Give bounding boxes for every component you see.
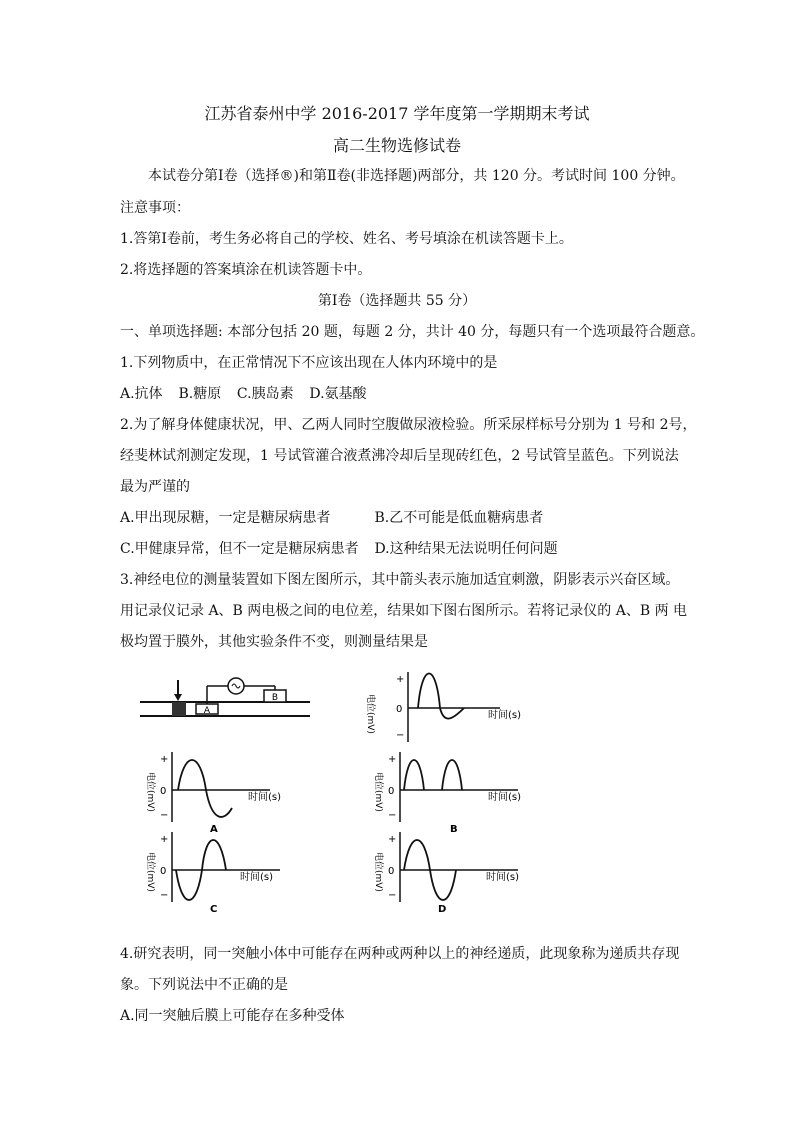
zero-label: 0 [388,866,395,877]
question-2-stem: 最为严谨的 [120,479,190,495]
part1-title: 第Ⅰ卷（选择题共 55 分） [317,293,477,309]
option: C.甲健康异常，但不一定是糖尿病患者 [120,541,359,557]
option: B.糖原 [178,386,222,402]
zero-label: 0 [396,704,403,715]
x-axis-label: 时间(s) [488,710,522,721]
section1-heading: 一、单项选择题: 本部分包括 20 题，每题 2 分，共计 40 分，每题只有一个选项最符合题意。 [120,324,705,340]
electrode-a-label: A [203,706,211,716]
option: A.甲出现尿糖，一定是糖尿病患者 [120,510,331,526]
plus-sign: + [396,674,405,685]
x-axis-label: 时间(s) [488,792,522,803]
y-axis-label: 电位(mV) [365,694,375,734]
x-axis-label: 时间(s) [486,872,520,883]
notice-item: 1.答第Ⅰ卷前，考生务必将自己的学校、姓名、考号填涂在机读答题卡上。 [120,231,573,247]
question-3-stem: 用记录仪记录 A、B 两电极之间的电位差，结果如下图右图所示。若将记录仪的 A、B 两 电 [120,603,688,619]
option: D.这种结果无法说明任何问题 [374,541,558,557]
y-axis-label: 电位(mV) [145,852,155,892]
notice-title: 注意事项： [120,200,190,216]
notice-item: 2.将选择题的答案填涂在机读答题卡中。 [120,262,372,278]
minus-sign: − [396,730,405,741]
option-label-b: B [450,824,458,834]
minus-sign: − [388,810,397,821]
graph-option-b [368,748,558,834]
zero-label: 0 [160,866,167,877]
question-2-stem: 经斐林试剂测定发现，1 号试管灌合液煮沸冷却后呈现砖红色，2 号试管呈蓝色。下列说法 [120,448,679,464]
question-1-stem: 1.下列物质中，在正常情况下不应该出现在人体内环境中的是 [120,355,498,371]
question-3-stem: 极均置于膜外，其他实验条件不变，则测量结果是 [120,634,428,650]
question-4-stem: 4.研究表明，同一突触小体中可能存在两种或两种以上的神经递质，此现象称为递质共存现 [120,946,680,962]
option: A.同一突触后膜上可能存在多种受体 [120,1008,345,1024]
minus-sign: − [160,810,169,821]
plus-sign: + [160,834,169,845]
plus-sign: + [160,754,169,765]
exam-title: 江苏省泰州中学 2016-2017 学年度第一学期期末考试 [204,104,590,123]
intro-text: 本试卷分第Ⅰ卷（选择®)和第Ⅱ卷(非选择题)两部分，共 120 分。考试时间 100 分钟。 [148,168,685,184]
plus-sign: + [388,834,397,845]
option-label-c: C [210,904,218,914]
option-label-d: D [438,904,447,914]
y-axis-label: 电位(mV) [373,772,383,812]
option: A.抗体 [120,386,163,402]
graph-reference [360,668,550,748]
graph-option-c [140,828,330,914]
question-2-stem: 2.为了解身体健康状况，甲、乙两人同时空腹做尿液检验。所采尿样标号分别为 1 号和 2号， [120,417,697,433]
option: C.胰岛素 [236,386,294,402]
electrode-b-label: B [271,693,279,703]
x-axis-label: 时间(s) [240,872,274,883]
graph-option-d [368,828,558,914]
question-2-options-row [120,508,684,528]
y-axis-label: 电位(mV) [373,852,383,892]
zero-label: 0 [388,786,395,797]
question-1-options [120,384,684,404]
option: B.乙不可能是低血糖病患者 [374,510,544,526]
question-2-options-row [120,539,684,559]
option-label-a: A [210,824,218,834]
option: D.氨基酸 [309,386,367,402]
minus-sign: − [388,890,397,901]
minus-sign: − [160,890,169,901]
question-4-stem: 象。下列说法中不正确的是 [120,977,288,993]
question-3-stem: 3.神经电位的测量装置如下图左图所示，其中箭头表示施加适宜刺激，阴影表示兴奋区域。 [120,572,680,588]
y-axis-label: 电位(mV) [145,772,155,812]
x-axis-label: 时间(s) [248,792,282,803]
plus-sign: + [388,754,397,765]
zero-label: 0 [160,786,167,797]
exam-subtitle: 高二生物选修试卷 [332,136,461,155]
apparatus-diagram [140,670,340,730]
graph-option-a [140,748,330,834]
